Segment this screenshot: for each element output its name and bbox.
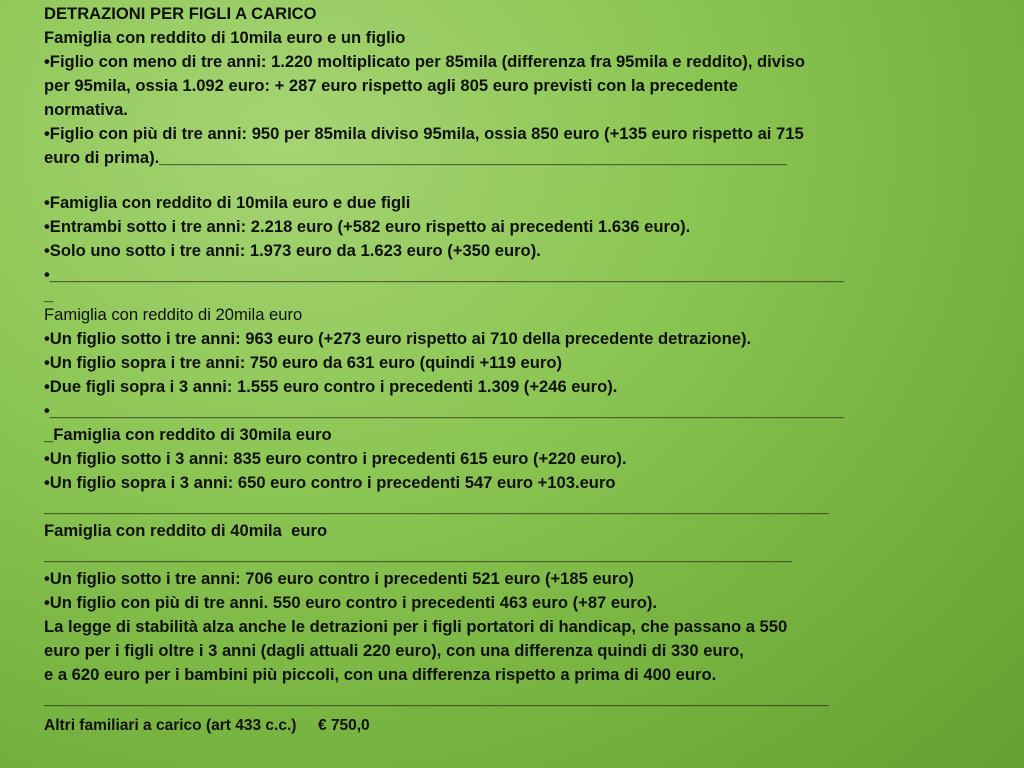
paragraph-line: euro per i figli oltre i 3 anni (dagli attuali 220 euro), con una differenza quindi di 330 euro, [44, 641, 744, 660]
bullet-item: •Un figlio sopra i 3 anni: 650 euro contro i precedenti 547 euro +103.euro [44, 473, 616, 492]
paragraph-line: e a 620 euro per i bambini più piccoli, con una differenza rispetto a prima di 400 euro. [44, 665, 717, 684]
separator-line: _____________________________________________________________________________________ [44, 689, 829, 708]
slide-text-body [44, 2, 964, 738]
footer-note: Altri familiari a carico (art 433 c.c.) € 750,0 [44, 717, 370, 734]
bullet-item: •Entrambi sotto i tre anni: 2.218 euro (+582 euro rispetto ai precedenti 1.636 euro). [44, 217, 691, 236]
bullet-item: •Un figlio con più di tre anni. 550 euro contro i precedenti 463 euro (+87 euro). [44, 593, 657, 612]
bullet-item-continued: normativa. [44, 100, 128, 119]
bullet-item: •Due figli sopra i 3 anni: 1.555 euro contro i precedenti 1.309 (+246 euro). [44, 377, 618, 396]
separator-line: •______________________________________________________________________________________ [44, 401, 844, 420]
bullet-item-continued: per 95mila, ossia 1.092 euro: + 287 euro rispetto agli 805 euro previsti con la precedente [44, 76, 739, 95]
section-heading: _Famiglia con reddito di 30mila euro [44, 425, 332, 444]
bullet-item: •Un figlio sotto i 3 anni: 835 euro contro i precedenti 615 euro (+220 euro). [44, 449, 627, 468]
section-heading: Famiglia con reddito di 40mila euro [44, 521, 328, 540]
slide-title: DETRAZIONI PER FIGLI A CARICO [44, 4, 317, 23]
section-heading: Famiglia con reddito di 10mila euro e un figlio [44, 28, 406, 47]
separator-line: _________________________________________________________________________________ [44, 545, 792, 564]
bullet-item: •Figlio con meno di tre anni: 1.220 moltiplicato per 85mila (differenza fra 95mila e reddito), diviso [44, 52, 805, 71]
bullet-item: •Figlio con più di tre anni: 950 per 85mila diviso 95mila, ossia 850 euro (+135 euro rispetto ai 715 [44, 124, 804, 143]
paragraph-line: La legge di stabilità alza anche le detrazioni per i figli portatori di handicap, che passano a 550 [44, 617, 788, 636]
section-heading: •Famiglia con reddito di 10mila euro e due figli [44, 193, 411, 212]
separator-line: _____________________________________________________________________________________ [44, 497, 829, 516]
bullet-item: •Solo uno sotto i tre anni: 1.973 euro da 1.623 euro (+350 euro). [44, 241, 541, 260]
bullet-item: •Un figlio sotto i tre anni: 706 euro contro i precedenti 521 euro (+185 euro) [44, 569, 634, 588]
section-heading: Famiglia con reddito di 20mila euro [44, 305, 303, 324]
blank-line [44, 170, 964, 191]
bullet-item: •Un figlio sopra i tre anni: 750 euro da 631 euro (quindi +119 euro) [44, 353, 563, 372]
separator-line: _ [44, 285, 54, 304]
separator-line: •______________________________________________________________________________________ [44, 265, 844, 284]
bullet-item: •Un figlio sotto i tre anni: 963 euro (+273 euro rispetto ai 710 della precedente detrazione). [44, 329, 752, 348]
bullet-item-continued: euro di prima).____________________________________________________________________ [44, 148, 787, 167]
